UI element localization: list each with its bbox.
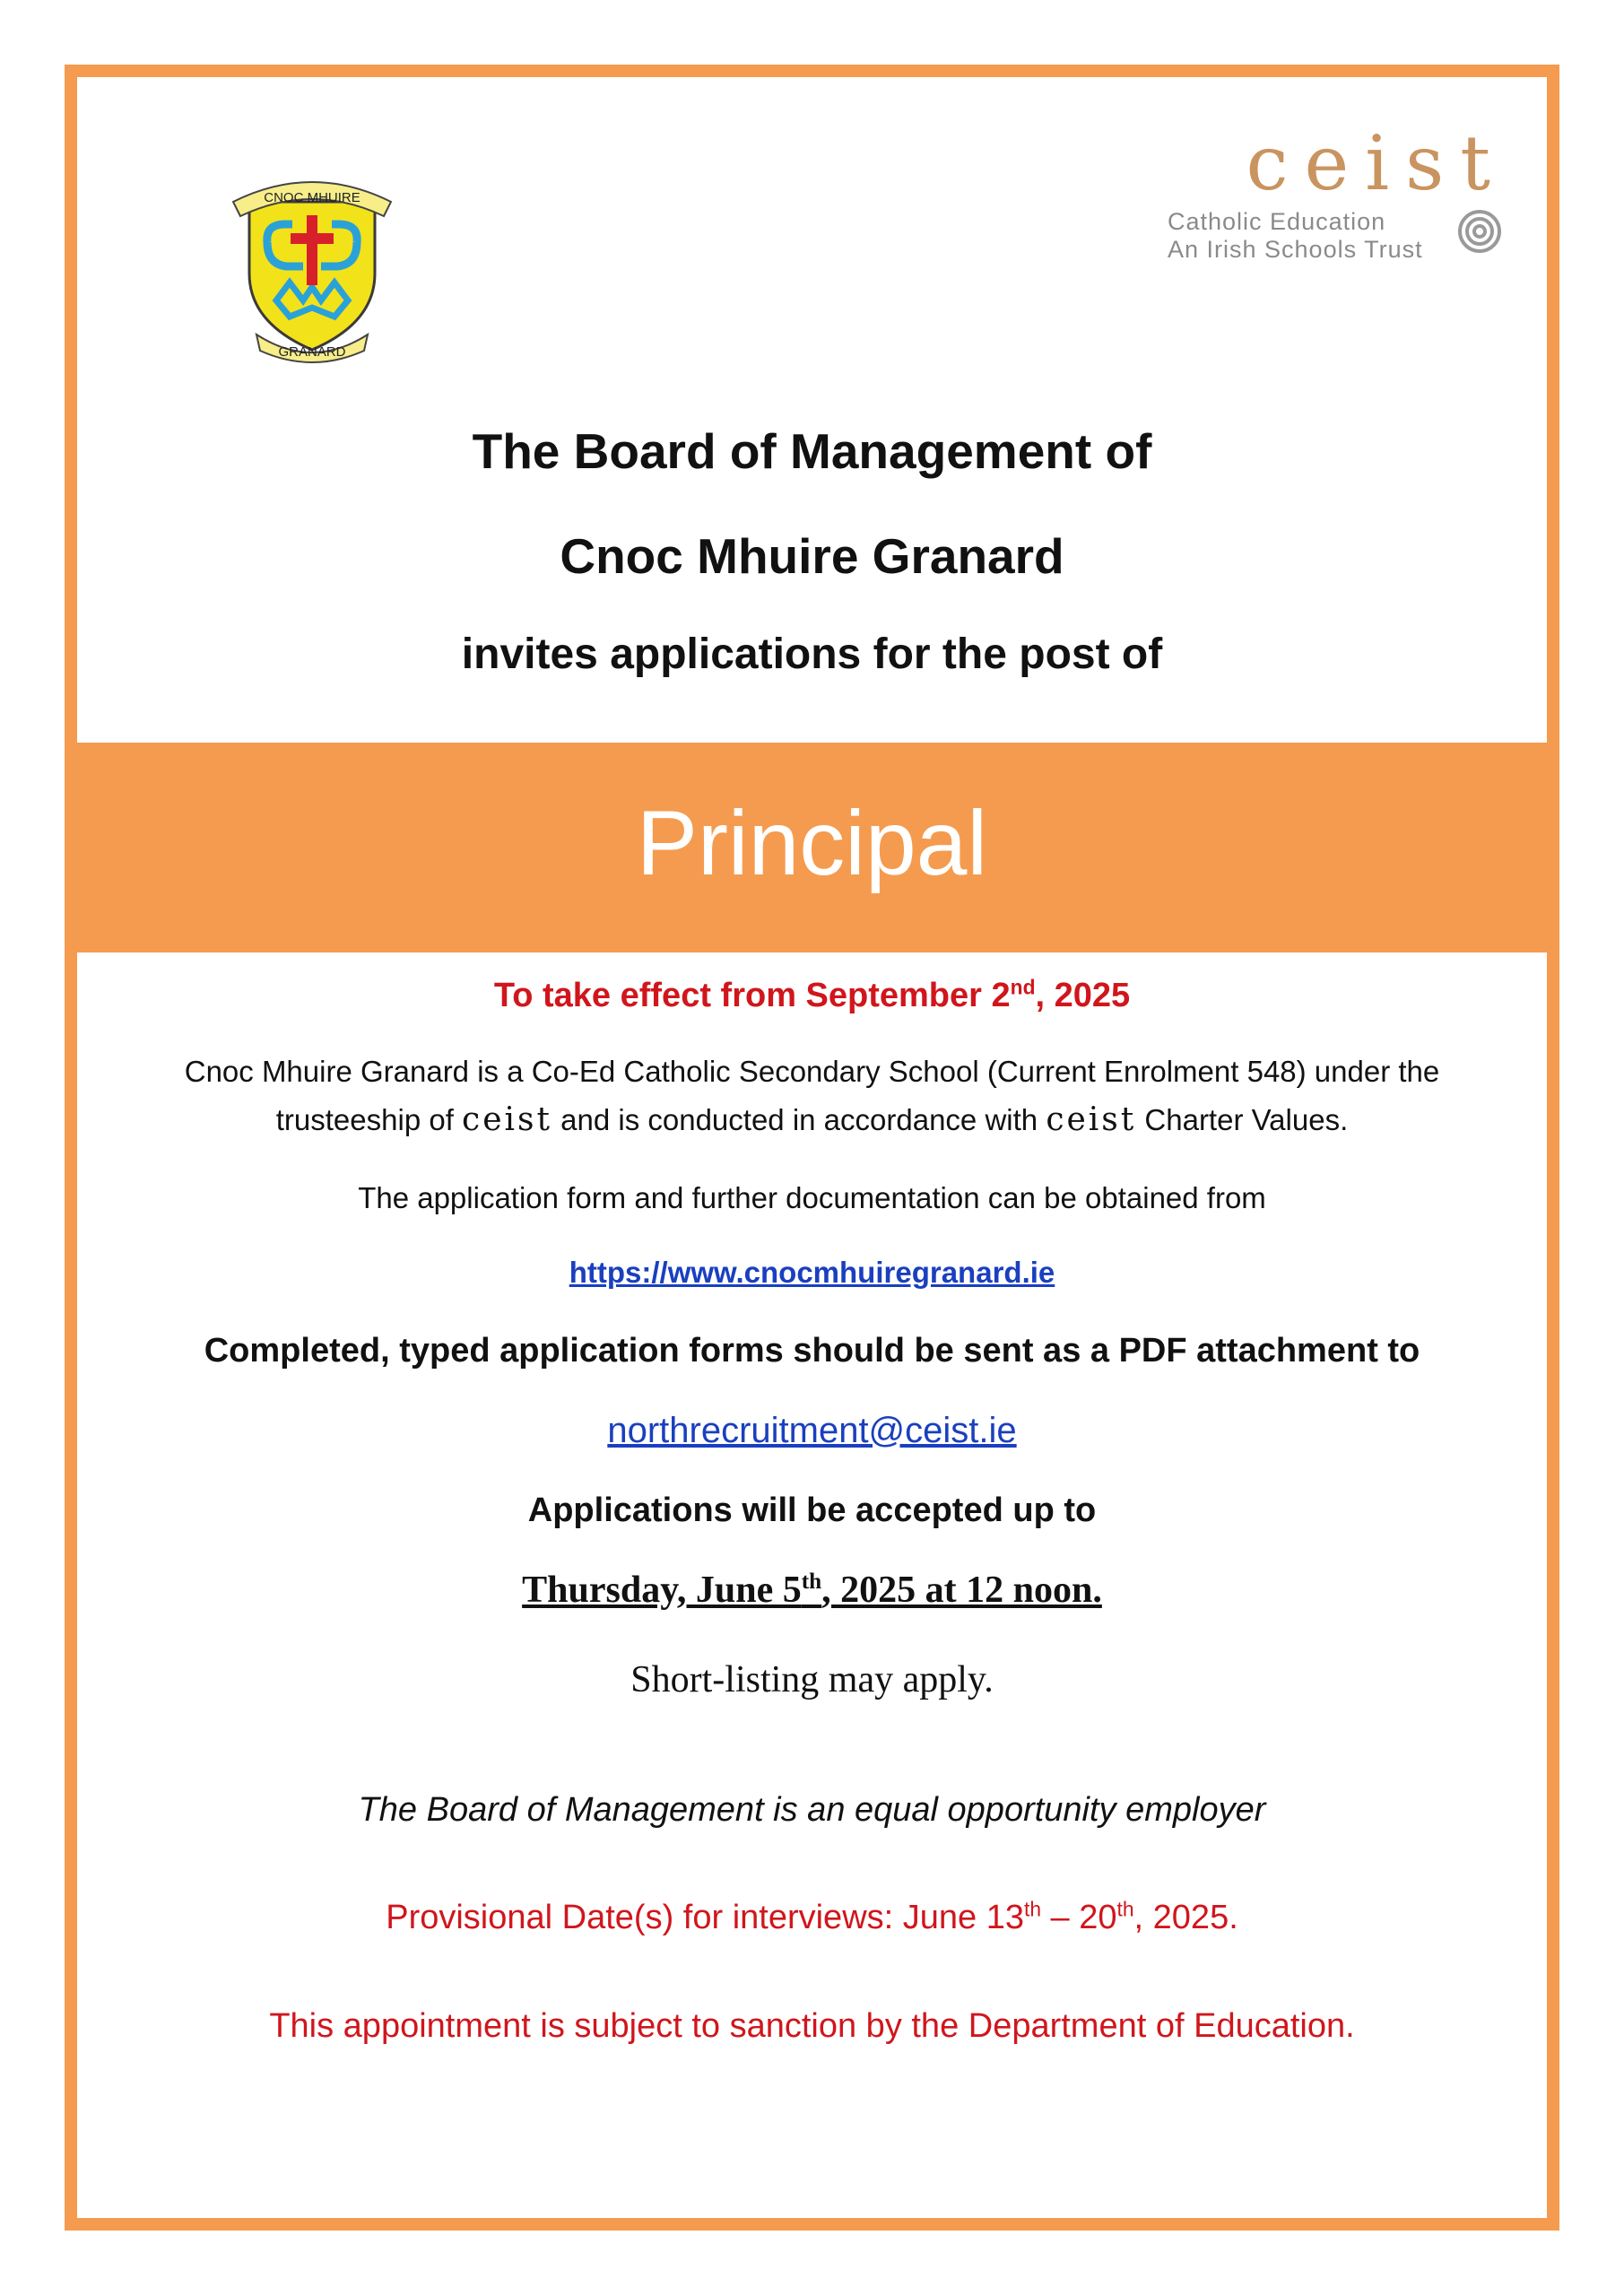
- ceist-logo-wordmark: ceist: [1246, 119, 1507, 207]
- description-trusteeship: trusteeship of: [275, 1103, 454, 1136]
- interviews-middle: – 20: [1041, 1899, 1117, 1936]
- effect-date: [77, 973, 1547, 1018]
- interviews-sup1: th: [1023, 1897, 1041, 1921]
- email-link[interactable]: northrecruitment@ceist.ie: [607, 1411, 1017, 1450]
- deadline-sup: th: [801, 1570, 822, 1594]
- ceist-inline-mark-2: ceist: [1046, 1101, 1137, 1138]
- crest-bottom-text: GRANARD: [278, 344, 346, 360]
- ceist-sub-line2: An Irish Schools Trust: [1168, 236, 1423, 263]
- sanction-note: This appointment is subject to sanction by the Department of Education.: [269, 2007, 1355, 2045]
- post-title: Principal: [636, 792, 988, 894]
- ceist-inline-mark-1: ceist: [462, 1101, 552, 1138]
- heading-invites: invites applications for the post of: [461, 631, 1163, 678]
- ceist-logo: [1157, 119, 1507, 269]
- school-description: [77, 1048, 1547, 1144]
- interviews-prefix: Provisional Date(s) for interviews: June 13: [386, 1899, 1024, 1936]
- school-crest-logo: [213, 166, 411, 365]
- post-title-banner: [77, 743, 1547, 952]
- ceist-logo-subtitle: [1168, 208, 1423, 264]
- obtain-text: The application form and further documentation can be obtained from: [358, 1181, 1266, 1214]
- website-link[interactable]: https://www.cnocmhuiregranard.ie: [569, 1256, 1055, 1289]
- interviews-suffix: , 2025.: [1133, 1899, 1238, 1936]
- description-line1: Cnoc Mhuire Granard is a Co-Ed Catholic Secondary School (Current Enrolment 548) under the: [184, 1055, 1440, 1088]
- shortlisting-note: Short-listing may apply.: [630, 1659, 994, 1700]
- deadline: [77, 1565, 1547, 1615]
- effect-prefix: To take effect from September 2: [493, 977, 1011, 1014]
- accepted-text: Applications will be accepted up to: [527, 1492, 1097, 1529]
- equal-opportunity-statement: The Board of Management is an equal opportunity employer: [358, 1791, 1266, 1829]
- deadline-suffix: , 2025 at 12 noon.: [821, 1570, 1102, 1611]
- interviews-sup2: th: [1116, 1897, 1134, 1921]
- description-conducted: and is conducted in accordance with: [560, 1103, 1038, 1136]
- heading-school-name: Cnoc Mhuire Granard: [560, 528, 1064, 584]
- effect-sup: nd: [1010, 975, 1036, 999]
- email-line: [77, 1406, 1547, 1455]
- crest-top-text: CNOC MHUIRE: [264, 190, 360, 205]
- deadline-prefix: Thursday, June 5: [522, 1570, 802, 1611]
- heading-board: The Board of Management of: [472, 423, 1152, 479]
- completed-forms-text: Completed, typed application forms should be sent as a PDF attachment to: [204, 1332, 1420, 1370]
- website-line: [77, 1251, 1547, 1294]
- ceist-sub-line1: Catholic Education: [1168, 208, 1386, 235]
- description-line2: [77, 1096, 1547, 1144]
- spiral-icon: [1456, 208, 1503, 255]
- description-charter: Charter Values.: [1144, 1103, 1349, 1136]
- interview-dates: [77, 1894, 1547, 1941]
- effect-suffix: , 2025: [1035, 977, 1131, 1014]
